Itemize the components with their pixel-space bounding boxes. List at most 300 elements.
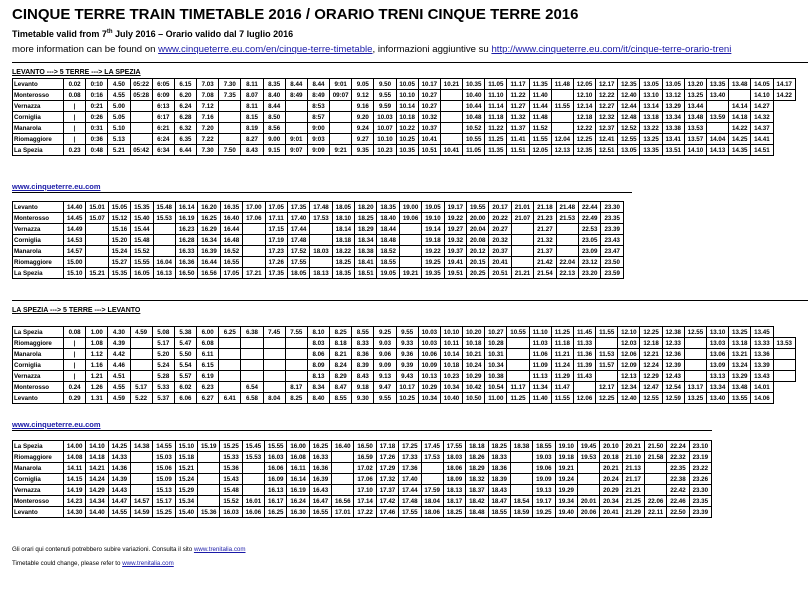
departure-time: 21.07 (511, 213, 533, 224)
departure-time: 9.27 (352, 134, 374, 145)
departure-time: 16.06 (265, 463, 287, 474)
departure-time: 13.36 (751, 349, 773, 360)
departure-time: 17.14 (354, 496, 376, 507)
departure-time: 7.50 (219, 145, 241, 156)
departure-time: 9.30 (352, 393, 374, 404)
table-row (13, 90, 796, 101)
departure-time: 13.20 (684, 79, 706, 90)
departure-time: 23.12 (578, 257, 600, 268)
departure-time: 19.22 (422, 246, 444, 257)
departure-time: 14.57 (131, 496, 153, 507)
station-name: La Spezia (13, 268, 64, 279)
departure-time: 15.09 (153, 474, 175, 485)
departure-time: 21.54 (534, 268, 556, 279)
departure-time: 10.34 (440, 382, 462, 393)
departure-time: 18.20 (355, 202, 377, 213)
table-row (13, 79, 796, 90)
departure-time (285, 349, 307, 360)
departure-time: 8.40 (307, 393, 329, 404)
departure-time: 11.05 (485, 79, 507, 90)
departure-time: 11.51 (507, 145, 529, 156)
station-name: Levanto (13, 202, 64, 213)
departure-time: 10.41 (418, 134, 440, 145)
departure-time: 8.55 (330, 393, 352, 404)
departure-time: 10.55 (507, 327, 529, 338)
departure-time: 14.47 (108, 496, 130, 507)
departure-time: 14.49 (64, 224, 86, 235)
departure-time: 11.32 (507, 112, 529, 123)
departure-time: 10.11 (440, 338, 462, 349)
departure-time: 13.18 (640, 112, 662, 123)
departure-time: 17.05 (265, 202, 287, 213)
departure-time: 18.18 (466, 441, 488, 452)
station-name: Manarola (13, 463, 64, 474)
departure-time: 4.30 (108, 327, 130, 338)
departure-time: 16.25 (309, 441, 331, 452)
departure-time: 10.14 (396, 101, 418, 112)
departure-time: 0.08 (64, 90, 86, 101)
departure-time: 17.40 (287, 213, 309, 224)
departure-time: 14.53 (64, 235, 86, 246)
departure-time: 6:09 (152, 90, 174, 101)
departure-time (198, 452, 220, 463)
departure-time: 7.35 (219, 90, 241, 101)
table-row (13, 112, 796, 123)
departure-time: 21.58 (644, 452, 666, 463)
departure-time: 14.06 (751, 393, 773, 404)
departure-time: 12.33 (662, 338, 684, 349)
timetable-laspezia-levanto-part2 (12, 440, 712, 518)
footer-link-it[interactable]: www.trenitalia.com (193, 546, 246, 553)
info-link-en[interactable]: www.cinqueterre.eu.com/en/cinque-terre-timetable (158, 44, 373, 55)
departure-time: | (64, 123, 86, 134)
departure-time: 23.47 (601, 246, 624, 257)
departure-time: 17.36 (399, 463, 421, 474)
station-name: Vernazza (13, 371, 64, 382)
departure-time: 16.39 (198, 246, 220, 257)
departure-time: 12.41 (596, 134, 618, 145)
departure-time: 13.17 (684, 382, 706, 393)
departure-time: 8.43 (241, 145, 263, 156)
departure-time: 18.13 (310, 268, 332, 279)
departure-time: 9.59 (374, 101, 396, 112)
departure-time: 12.37 (596, 123, 618, 134)
departure-time: 15.24 (108, 246, 130, 257)
table-row (13, 382, 796, 393)
departure-time: 19.25 (533, 507, 555, 518)
departure-time: 10.27 (418, 101, 440, 112)
departure-time: 14.24 (86, 474, 108, 485)
timetable-laspezia-levanto-part1 (12, 326, 796, 404)
website-link-1[interactable]: www.cinqueterre.eu.com (12, 182, 101, 191)
departure-time: 10.18 (440, 360, 462, 371)
departure-time: 17.55 (287, 257, 309, 268)
departure-time: 15.34 (175, 496, 197, 507)
departure-time: 1.21 (86, 371, 108, 382)
departure-time: 14.21 (86, 463, 108, 474)
station-name: Corniglia (13, 112, 64, 123)
departure-time: 11.52 (529, 123, 551, 134)
departure-time: 0.23 (64, 145, 86, 156)
departure-time: 14.40 (64, 202, 86, 213)
departure-time: 14.10 (86, 441, 108, 452)
departure-time: 19.18 (555, 452, 577, 463)
departure-time: | (64, 134, 86, 145)
departure-time: 8.07 (241, 90, 263, 101)
departure-time: 19.05 (422, 202, 444, 213)
departure-time: 18.25 (332, 257, 354, 268)
departure-time: 21.32 (534, 235, 556, 246)
departure-time: 11.27 (507, 101, 529, 112)
departure-time: 12.38 (662, 327, 684, 338)
departure-time: 17.21 (243, 268, 265, 279)
departure-time: 0:10 (86, 79, 108, 90)
departure-time: 23.09 (578, 246, 600, 257)
departure-time (153, 224, 175, 235)
departure-time (510, 474, 532, 485)
departure-time: 16.17 (265, 496, 287, 507)
departure-time: 16.30 (287, 507, 309, 518)
departure-time: 11.13 (529, 371, 551, 382)
divider (12, 62, 808, 63)
departure-time: 16.40 (220, 213, 242, 224)
departure-time (332, 474, 354, 485)
departure-time: 11.29 (551, 371, 573, 382)
table-row (13, 485, 712, 496)
departure-time: 15.10 (64, 268, 86, 279)
departure-time: 5.22 (130, 393, 152, 404)
departure-time: 17.10 (354, 485, 376, 496)
departure-time: 7.55 (285, 327, 307, 338)
departure-time: 15.55 (265, 441, 287, 452)
departure-time: 9.00 (263, 134, 285, 145)
departure-time: 7.30 (197, 145, 219, 156)
footer-note-en: Timetable could change, please refer to www.trenitalia.com (12, 560, 174, 567)
departure-time: 8.56 (263, 123, 285, 134)
departure-time: 14.51 (751, 145, 773, 156)
departure-time: 18.55 (488, 507, 510, 518)
departure-time: 14.57 (64, 246, 86, 257)
departure-time: 8:53 (307, 101, 329, 112)
departure-time (241, 349, 263, 360)
departure-time (577, 485, 599, 496)
departure-time: 13.06 (706, 349, 728, 360)
departure-time (507, 371, 529, 382)
departure-time: 16.05 (131, 268, 153, 279)
departure-time (242, 463, 264, 474)
departure-time: 18.47 (488, 496, 510, 507)
departure-time: 16.24 (287, 496, 309, 507)
departure-time (219, 382, 241, 393)
departure-time: 18.54 (510, 496, 532, 507)
departure-time (644, 474, 666, 485)
departure-time: 16.44 (220, 224, 242, 235)
departure-time: | (64, 112, 86, 123)
departure-time: 14.10 (751, 90, 773, 101)
departure-time: 14.04 (706, 134, 728, 145)
departure-time (131, 485, 153, 496)
departure-time: 17.00 (243, 202, 265, 213)
departure-time (556, 224, 578, 235)
departure-time: 4.55 (108, 382, 130, 393)
departure-time: 13.34 (662, 112, 684, 123)
departure-time: 0:31 (86, 123, 108, 134)
departure-time: 18.34 (355, 235, 377, 246)
departure-time: 18.38 (355, 246, 377, 257)
departure-time: 12.25 (596, 393, 618, 404)
departure-time: 19.40 (555, 507, 577, 518)
departure-time: 13.53 (684, 123, 706, 134)
departure-time: 5.21 (108, 145, 130, 156)
station-name: Manarola (13, 123, 64, 134)
departure-time: 13.40 (706, 90, 728, 101)
departure-time: 6.19 (197, 371, 219, 382)
departure-time: 12.10 (573, 90, 595, 101)
departure-time: 11.06 (529, 349, 551, 360)
departure-time: 6.32 (174, 123, 196, 134)
departure-time (130, 371, 152, 382)
departure-time: 18.05 (332, 202, 354, 213)
departure-time: 17.02 (354, 463, 376, 474)
departure-time: 11.25 (551, 327, 573, 338)
departure-time: 20.24 (600, 474, 622, 485)
departure-time: 19.09 (533, 474, 555, 485)
departure-time: 12.55 (684, 327, 706, 338)
departure-time: 19.41 (444, 257, 466, 268)
departure-time: 12.34 (618, 382, 640, 393)
departure-time (511, 257, 533, 268)
departure-time: 13.29 (662, 101, 684, 112)
departure-time: 14.40 (86, 507, 108, 518)
departure-time: 8.55 (352, 327, 374, 338)
departure-time: 12.14 (573, 101, 595, 112)
departure-time (332, 485, 354, 496)
footer-link-en[interactable]: www.trenitalia.com (122, 560, 174, 567)
departure-time: 13.25 (684, 90, 706, 101)
table-row (13, 474, 712, 485)
departure-time: 14.19 (64, 485, 86, 496)
departure-time: | (64, 349, 86, 360)
departure-time: 20.21 (600, 463, 622, 474)
departure-time: 9:01 (330, 79, 352, 90)
departure-time: 16.14 (175, 202, 197, 213)
station-name: Monterosso (13, 90, 64, 101)
departure-time (511, 224, 533, 235)
departure-time (285, 360, 307, 371)
departure-time: 0:16 (86, 90, 108, 101)
departure-time: 10.29 (463, 371, 485, 382)
departure-time: 19.45 (577, 441, 599, 452)
departure-time: 19.13 (533, 485, 555, 496)
departure-time: 05:22 (130, 79, 152, 90)
departure-time: 15.52 (220, 496, 242, 507)
departure-time: 11.05 (463, 145, 485, 156)
table-row (13, 349, 796, 360)
departure-time: 6:05 (152, 79, 174, 90)
departure-time (551, 90, 573, 101)
departure-time: 19.17 (533, 496, 555, 507)
departure-time: 6:21 (152, 123, 174, 134)
station-name: Corniglia (13, 360, 64, 371)
departure-time (263, 360, 285, 371)
departure-time (219, 338, 241, 349)
departure-time: 13.24 (729, 360, 751, 371)
departure-time: 6.11 (197, 349, 219, 360)
departure-time: 10.21 (463, 349, 485, 360)
departure-time: 6.38 (241, 327, 263, 338)
departure-time: 20.51 (489, 268, 511, 279)
departure-time: 8.15 (241, 112, 263, 123)
departure-time: 13.35 (706, 79, 728, 90)
departure-time: 17.48 (399, 496, 421, 507)
departure-time (219, 112, 241, 123)
departure-time: 14.36 (108, 463, 130, 474)
departure-time: 5.10 (108, 123, 130, 134)
departure-time (153, 246, 175, 257)
departure-time: 16.28 (175, 235, 197, 246)
departure-time: 11.39 (573, 360, 595, 371)
departure-time: 5.57 (174, 371, 196, 382)
departure-time: 6:24 (152, 134, 174, 145)
departure-time: 15.24 (175, 474, 197, 485)
departure-time: 16.48 (220, 235, 242, 246)
departure-time: 17.22 (354, 507, 376, 518)
departure-time: 11.53 (596, 349, 618, 360)
departure-time: 6.24 (174, 101, 196, 112)
departure-time: 19.34 (555, 496, 577, 507)
departure-time (440, 101, 462, 112)
departure-time: 19.32 (444, 235, 466, 246)
departure-time: 14.37 (751, 123, 773, 134)
departure-time (773, 371, 796, 382)
departure-time: 14.00 (64, 441, 86, 452)
departure-time: 4.46 (108, 360, 130, 371)
departure-time: 15.06 (153, 463, 175, 474)
departure-time: 13.05 (662, 79, 684, 90)
departure-time: 11.34 (529, 382, 551, 393)
departure-time: 22.04 (556, 257, 578, 268)
departure-time: 22.38 (667, 474, 689, 485)
departure-time: 9.25 (374, 327, 396, 338)
departure-time: 17.45 (421, 441, 443, 452)
departure-time: 9.55 (374, 393, 396, 404)
departure-time: 11.35 (485, 145, 507, 156)
departure-time: 14.01 (751, 382, 773, 393)
departure-time: 10.27 (485, 327, 507, 338)
departure-time: 9.47 (374, 382, 396, 393)
departure-time: 17.33 (399, 452, 421, 463)
departure-time: 5.17 (152, 338, 174, 349)
departure-time: 6.20 (174, 90, 196, 101)
website-link-2[interactable]: www.cinqueterre.eu.com (12, 420, 101, 429)
departure-time (219, 371, 241, 382)
departure-time (219, 134, 241, 145)
departure-time: 15.40 (175, 507, 197, 518)
departure-time: 13.43 (751, 371, 773, 382)
departure-time: 0.02 (64, 79, 86, 90)
departure-time: 17.15 (265, 224, 287, 235)
departure-time: 7.22 (197, 134, 219, 145)
departure-time: 14.27 (751, 101, 773, 112)
departure-time (263, 349, 285, 360)
departure-time (86, 257, 108, 268)
departure-time: 10.41 (440, 145, 462, 156)
departure-time: 10.40 (440, 393, 462, 404)
departure-time: 17.42 (376, 496, 398, 507)
departure-time: | (64, 360, 86, 371)
departure-time: 6.00 (197, 327, 219, 338)
departure-time: 21.37 (534, 246, 556, 257)
departure-time: 15.19 (198, 441, 220, 452)
station-name: Monterosso (13, 213, 64, 224)
station-name: Manarola (13, 246, 64, 257)
departure-time: 20.27 (489, 224, 511, 235)
departure-time: 16.11 (287, 463, 309, 474)
departure-time: 12.39 (662, 360, 684, 371)
departure-time: 23.39 (601, 224, 624, 235)
departure-time: 8:49 (285, 90, 307, 101)
departure-time: 15.13 (153, 485, 175, 496)
departure-time: 15.20 (108, 235, 130, 246)
departure-time: 23.39 (689, 507, 711, 518)
departure-time (330, 134, 352, 145)
departure-time (440, 123, 462, 134)
departure-time: 19.10 (555, 441, 577, 452)
footer-note-it: Gli orari qui contenuti potrebbero subire variazioni. Consulta il sito www.trenitalia.com (12, 546, 246, 553)
table-row (13, 393, 796, 404)
departure-time: 23.10 (689, 441, 711, 452)
departure-time: 16.35 (220, 202, 242, 213)
info-link-it[interactable]: http://www.cinqueterre.eu.com/it/cinque-terre-orario-treni (491, 44, 732, 55)
departure-time: 13.48 (684, 112, 706, 123)
station-name: Vernazza (13, 224, 64, 235)
departure-time: 12.21 (640, 349, 662, 360)
departure-time: 17.53 (310, 213, 332, 224)
departure-time: 11.55 (551, 101, 573, 112)
departure-time: 11.55 (551, 393, 573, 404)
departure-time: 9.20 (352, 112, 374, 123)
departure-time: 17.35 (265, 268, 287, 279)
departure-time: 4.51 (108, 371, 130, 382)
departure-time: 12.36 (662, 349, 684, 360)
departure-time: 0:21 (86, 101, 108, 112)
departure-time: 14.41 (751, 134, 773, 145)
departure-time: 13.51 (662, 145, 684, 156)
departure-time: 18.22 (332, 246, 354, 257)
departure-time: 9:07 (285, 145, 307, 156)
table-row (13, 371, 796, 382)
departure-time: 0.08 (64, 327, 86, 338)
departure-time (86, 246, 108, 257)
departure-time: 10.10 (374, 134, 396, 145)
departure-time: 15.00 (64, 257, 86, 268)
departure-time: 10.28 (485, 338, 507, 349)
departure-time: 12.04 (551, 134, 573, 145)
departure-time (507, 349, 529, 360)
departure-time: 18.51 (355, 268, 377, 279)
departure-time: 12.17 (596, 382, 618, 393)
station-name: Vernazza (13, 101, 64, 112)
departure-time: 15.53 (242, 452, 264, 463)
departure-time: 13.48 (729, 79, 751, 90)
departure-time: 8.39 (352, 360, 374, 371)
station-name: Riomaggiore (13, 134, 64, 145)
departure-time: 10.48 (463, 112, 485, 123)
departure-time: 18.40 (377, 213, 399, 224)
departure-time: 10.18 (396, 112, 418, 123)
departure-time: 15.55 (131, 257, 153, 268)
departure-time: 12.22 (596, 90, 618, 101)
